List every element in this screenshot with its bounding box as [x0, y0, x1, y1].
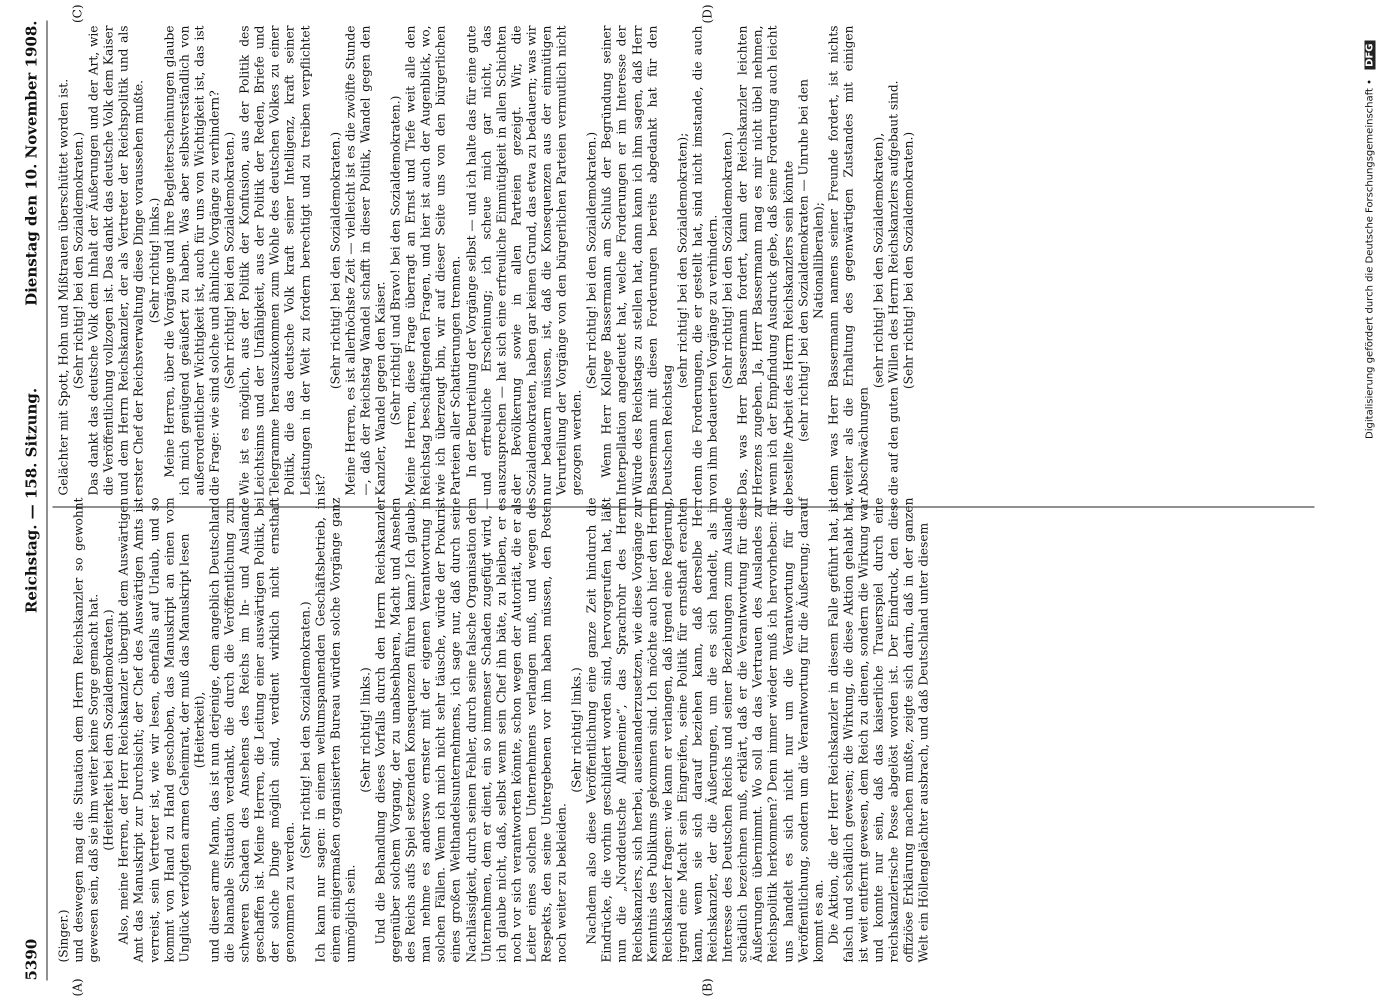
session-title: Reichstag. — 158. Sitzung.	[22, 387, 40, 614]
paragraph: die auf den guten Willen des Herrn Reichskanzlers aufgebaut sind.	[886, 80, 901, 496]
paragraph: denn die Forderungen, die er gestellt hat, sind nicht imstande, die auch von ihm bedauerten Vorgänge zu verhindern.	[689, 25, 720, 496]
credit-text: Digitalisierung gefördert durch die Deutsche Forschungsgemeinschaft •	[1364, 79, 1375, 439]
left-column	[56, 498, 931, 963]
paragraph: (Sehr richtig! bei den Sozialdemokraten.)	[584, 131, 599, 390]
paragraph: Das dankt das deutsche Volk dem Inhalt der Äußerungen und der Art, wie die Veröffentlichung vollzogen ist. Das dankt das deutsche Volk dem Kaiser und dem Herrn Reichskanzler, der als Vertreter der Reichspolitik und als erster Chef der Reichsverwaltung diese Dinge voraussehen mußte.	[86, 25, 146, 496]
paragraph: In der Beurteilung der Vorgänge selbst — und ich halte das für eine gute und erfreuliche Erscheinung; ich scheue mich gar nicht, das auszusprechen — hat sich eine erfreuliche Einmütigkeit in allen Schichten der Bevölkerung sowie in allen Parteien gezeigt. Wir, die Sozialdemokraten, haben gar keinen Grund, das etwa zu bedauern; was wir nur bedauern müssen, ist, daß die Konsequenzen aus der einmütigen Verurteilung der Vorgänge von den bürgerlichen Parteien vermutlich nicht gezogen werden.	[463, 25, 584, 496]
paragraph: Nachdem also diese Veröffentlichung eine ganze Zeit hindurch die Eindrücke, die vorhin geschildert worden sind, hervorgerufen hat, läßt nun die „Norddeutsche Allgemeine“, das Sprachrohr des Herrn Reichskanzlers, sich herbei, auseinanderzusetzen, wie diese Vorgänge zur Kenntnis des Publikums gekommen sind. Ich möchte auch hier den Herrn Reichskanzler fragen: wie kann er verlangen, daß irgend eine Regierung, irgend eine Macht sein Eingreifen, seine Politik für ernsthaft erachten kann, wenn sie sich darauf beziehen kann, daß derselbe Herr Reichskanzler, der die Äußerungen, um die es sich handelt, als im Interesse des Deutschen Reichs und seiner Beziehungen zum Auslande schädlich bezeichnen muß, erklärt, daß er die Verantwortung für diese Äußerungen übernimmt. Wo soll da das Vertrauen des Auslandes zur Reichspolitik herkommen? Denn immer wieder muß ich hervorheben: für uns handelt es sich nicht nur um die Verantwortung für die Veröffentlichung, sondern um die Verantwortung für die Äußerung; darauf kommt es an.	[584, 497, 825, 963]
margin-mark-a: (A)	[70, 978, 84, 997]
margin-mark-b: (B)	[700, 978, 714, 997]
paragraph: Gelächter mit Spott, Hohn und Mißtrauen überschüttet worden ist.	[56, 78, 70, 496]
paragraph: (Heiterkeit),	[191, 691, 206, 769]
paragraph: (Sehr richtig! links.)	[146, 197, 161, 324]
paragraph: (Sehr richtig! bei den Sozialdemokraten.)	[71, 131, 86, 390]
paragraph: (Sehr richtig! bei den Sozialdemokraten.)	[901, 131, 916, 390]
paragraph: Wenn Herr Kollege Bassermann am Schluß der Begründung seiner Interpellation angedeutet hat, welche Forderungen er im Interesse der Würde des Reichstags zu stellen hat, dann kann ich ihm sagen, daß Herr Bassermann mit diesen Forderungen bereits abgedankt hat für den Deutschen Reichstag	[599, 25, 674, 496]
paragraph: Die Aktion, die der Herr Reichskanzler in diesem Falle geführt hat, ist falsch und schädlich gewesen; die Wirkung, die diese Aktion gehabt hat, ist weit entfernt gewesen, dem Reich zu dienen, sondern die Wirkung war und konnte nur sein, daß das kaiserliche Trauerspiel durch eine reichskanzlerische Posse abgelöst worden ist. Der Eindruck, den diese offiziöse Erklärung machen mußte, zeigte sich darin, daß in der ganzen Welt ein Höllengelächter ausbrach, und daß Deutschland unter diesem	[825, 497, 931, 963]
paragraph: (Sehr richtig! links.)	[569, 667, 584, 793]
paragraph: und dieser arme Mann, das ist nun derjenige, dem angeblich Deutschland die blamable Situation verdankt, die durch die Veröffentlichung zum schweren Schaden des Ansehens des Reichs im In- und Auslande geschaffen ist. Meine Herren, die Leitung einer auswärtigen Politik, bei der solche Dinge möglich sind, verdient wirklich nicht ernsthaft genommen zu werden.	[206, 497, 297, 963]
paragraph: Meine Herren, es ist allerhöchste Zeit — vielleicht ist es die zwölfte Stunde —, daß der Reichstag Wandel schafft in dieser Politik, Wandel gegen den Kanzler, Wandel gegen den Kaiser.	[342, 25, 387, 496]
paragraph: (Sehr richtig! links.)	[357, 667, 372, 793]
paragraph: (Sehr richtig! bei den Sozialdemokraten.)	[327, 131, 342, 390]
paragraph: (sehr richtig! bei den Sozialdemokraten),	[871, 132, 886, 389]
session-date: Dienstag den 10. November 1908.	[22, 20, 40, 306]
paragraph: Und die Behandlung dieses Vorfalls durch den Herrn Reichskanzler gegenüber solchem Vorgang, der zu unabsehbaren, Macht und Ansehen des Reichs aufs Spiel setzenden Konsequenzen führen kann? Ich glaube, man nehme es anderswo ernster mit der eigenen Verantwortung in solchen Fällen. Wenn ich mich nicht sehr täusche, würde der Prokurist eines großen Welthandelsunternehmens, ich sage nur, daß durch seine Nachlässigkeit, durch seinen Fehler, durch seine falsche Organisation dem Unternehmen, dem er dient, ein so immenser Schaden zugefügt wird, — ich glaube nicht, daß, selbst wenn sein Chef ihn bäte, zu bleiben, er es noch vor sich verantworten könnte, schon wegen der Autorität, die er als Leiter eines solchen Unternehmens verlangen muß, und wegen des Respekts, den seine Untergebenen vor ihm haben müssen, den Posten noch weiter zu bekleiden.	[372, 497, 569, 963]
column-divider	[52, 507, 1314, 508]
page-number: 5390	[22, 938, 40, 981]
paragraph: (Singer.)	[56, 909, 70, 963]
digitization-credit	[1364, 41, 1375, 961]
paragraph: (Sehr richtig! und Bravo! bei den Sozialdemokraten.)	[388, 95, 403, 426]
page-header	[16, 21, 47, 981]
right-column	[56, 26, 916, 496]
paragraph: (Sehr richtig! bei den Sozialdemokraten.)	[297, 601, 312, 859]
paragraph: (Sehr richtig! bei den Sozialdemokraten.)	[222, 131, 237, 390]
paragraph: denn was Herr Bassermann namens seiner Freunde fordert, ist nichts weiter als die Erhaltung des gegenwärtigen Zustandes mit einigen Abschwächungen	[825, 25, 870, 496]
paragraph: (sehr richtig! bei den Sozialdemokraten);	[674, 132, 689, 389]
paragraph: Wie ist es möglich, aus der Politik der Konfusion, aus der Politik des Leichtsinns und der Unfähigkeit, aus der Politik der Reden, Briefe und Telegramme herauszukommen zum Wohle des deutschen Volkes zu einer Politik, die das deutsche Volk kraft seiner Intelligenz, kraft seiner Leistungen in der Welt zu fordern berechtigt und zu treiben verpflichtet ist?	[237, 25, 327, 496]
paragraph: (Heiterkeit bei den Sozialdemokraten.)	[101, 609, 116, 851]
dfg-logo: DFG	[1364, 41, 1375, 70]
paragraph: (sehr richtig! bei den Sozialdemokraten — Unruhe bei den Nationalliberalen);	[795, 79, 825, 442]
paragraph: und deswegen mag die Situation dem Herrn Reichskanzler so gewohnt gewesen sein, daß sie ihm weiter keine Sorge gemacht hat.	[71, 497, 101, 963]
paragraph: Meine Herren, über die Vorgänge und ihre Begleiterscheinungen glaube ich mich genügend geäußert zu haben. Was aber selbstverständlich von außerordentlicher Wichtigkeit ist, auch für uns von Wichtigkeit ist, das ist die Frage: wie sind solche und ähnliche Vorgänge zu verhindern?	[161, 25, 221, 496]
margin-mark-c: (C)	[70, 4, 84, 24]
paragraph: Das, was Herr Bassermann fordert, kann der Reichskanzler leichten Herzens zugeben. Ja, Herr Bassermann mag es mir nicht übel nehmen, wenn ich der Empfindung Ausdruck gebe, daß seine Forderung auch leicht bestellte Arbeit des Herrn Reichskanzlers sein könnte	[735, 25, 795, 496]
margin-mark-d: (D)	[700, 4, 714, 24]
paragraph: Also, meine Herren, der Herr Reichskanzler übergibt dem Auswärtigen Amt das Manuskript zur Durchsicht; der Chef des Auswärtigen Amts ist verreist, sein Vertreter ist, wie wir lesen, ebenfalls auf Urlaub, und so kommt von Hand zu Hand geschoben, das Manuskript an einen vom Unglück verfolgten armen Geheimrat, der muß das Manuskript lesen	[116, 497, 191, 963]
paragraph: Ich kann nur sagen: in einem weltumspannenden Geschäftsbetrieb, in einem einigermaßen organisierten Bureau würden solche Vorgänge ganz unmöglich sein.	[312, 497, 357, 963]
paragraph: (Sehr richtig! bei den Sozialdemokraten.)	[720, 131, 735, 390]
paragraph: Meine Herren, diese Frage überragt an Ernst und Tiefe weit alle den Reichstag beschäftigenden Fragen, und hier ist auch der Augenblick, wo, wie ich überzeugt bin, wir auf dieser Seite uns von den bürgerlichen Parteien aller Schattierungen trennen.	[403, 25, 463, 496]
page	[0, 1, 1383, 1001]
